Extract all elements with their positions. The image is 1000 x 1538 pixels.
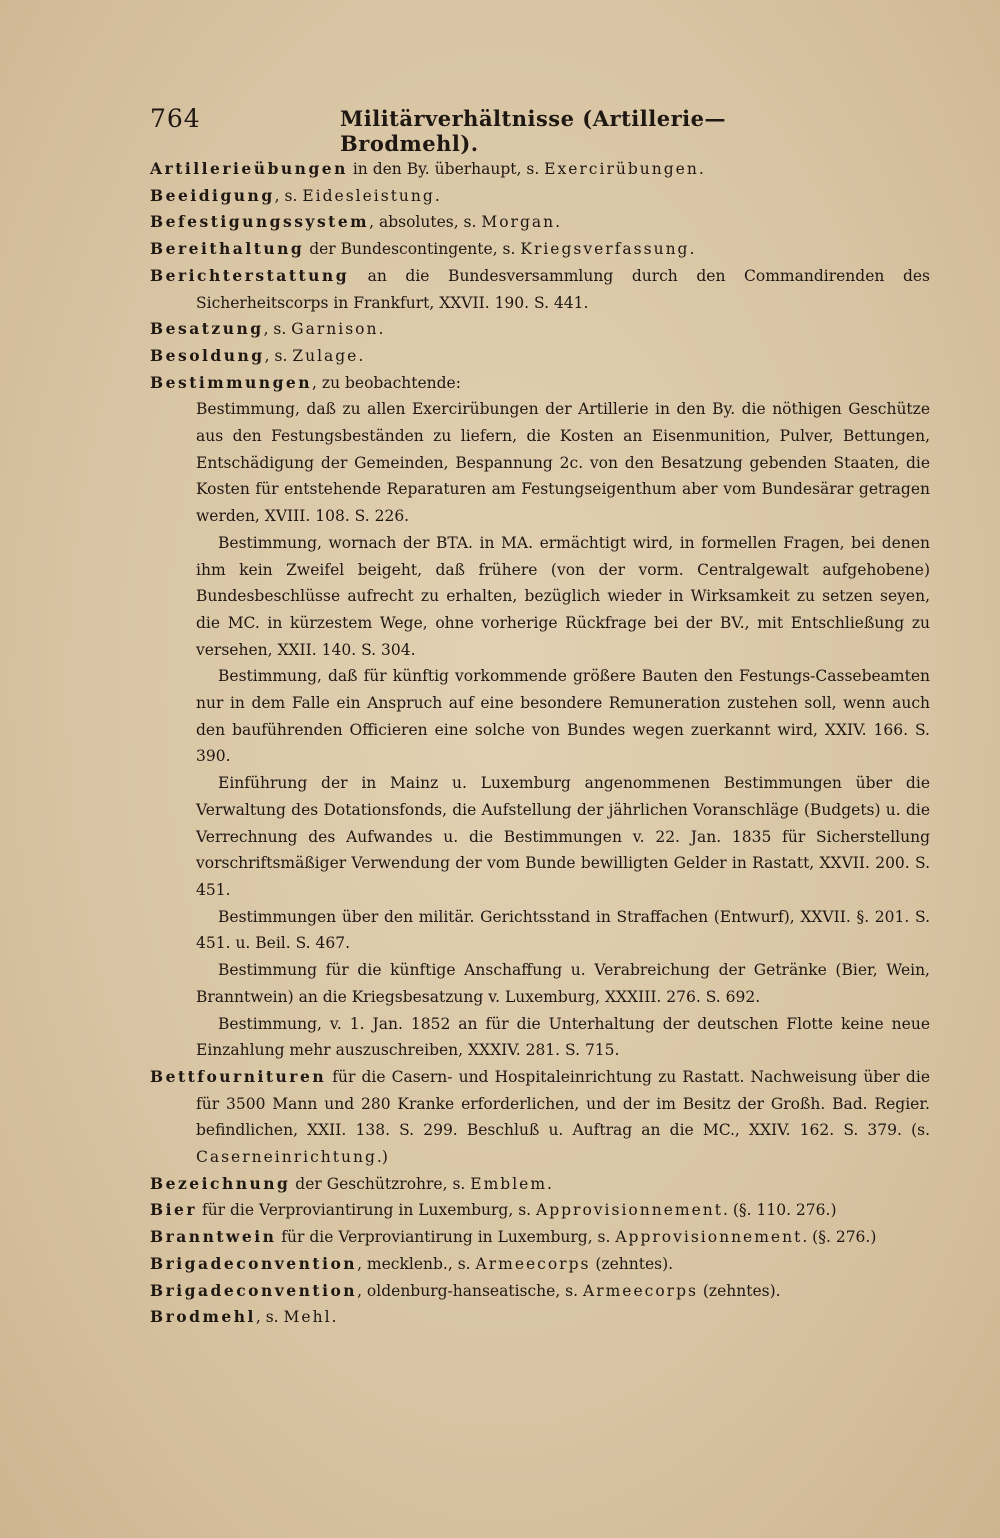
entry-tail: . (434, 186, 440, 205)
entry-reference: Caserneinrichtung (196, 1148, 377, 1167)
index-entry (150, 1197, 930, 1224)
index-entry (150, 209, 930, 236)
sub-entry: Bestimmung, daß zu allen Exercirübungen der Artillerie in den By. die nöthigen Geschütze aus den Festungsbeständen zu liefern, die Kosten an Eisenmunition, Pulver, Bettungen, Entschädigung der Gemeinden, Bespannung 2c. von den Besatzung gebenden Staaten, die Kosten für entstehende Reparaturen am Festungseigenthum aber vom Bundesärar getragen werden, XVIII. 108. S. 226. (196, 400, 930, 526)
sub-entry: Bestimmung, wornach der BTA. in MA. ermächtigt wird, in formellen Fragen, bei denen ihm kein Zweifel beigeht, daß frühere (von der vorm. Centralgewalt aufgehobene) Bundesbeschlüsse aufrecht zu erhalten, bezüglich wieder in Wirksamkeit zu setzen seyen, die MC. in kürzestem Wege, ohne vorherige Rückfrage bei der BV., mit Entschließung zu versehen, XXII. 140. S. 304. (196, 533, 930, 659)
entry-term: Befestigungssystem (150, 212, 370, 232)
entry-term: Besatzung (150, 319, 264, 339)
entry-term: Branntwein (150, 1227, 277, 1247)
entry-text: , s. (263, 320, 292, 339)
page-header (150, 104, 850, 156)
entry-tail: . (555, 213, 561, 232)
index-body (150, 156, 930, 1331)
entry-reference: Armeecorps (475, 1254, 591, 1273)
entry-text: , absolutes, s. (369, 213, 482, 232)
index-entry (150, 1171, 930, 1198)
entry-term: Brigadeconvention (150, 1253, 358, 1273)
entry-text: für die Verproviantirung in Luxemburg, s. (276, 1228, 616, 1247)
entry-tail: . (689, 240, 695, 259)
entry-text: an die Bundesversammlung durch den Commandirenden des Sicherheitscorps in Frankfurt, XXVII. 190. S. 441. (196, 266, 930, 312)
index-entry (150, 1251, 930, 1278)
sub-entry: Bestimmungen über den militär. Gerichtsstand in Straffachen (Entwurf), XXVII. §. 201. S. 451. u. Beil. S. 467. (196, 907, 930, 953)
sub-entry: Bestimmung, v. 1. Jan. 1852 an für die Unterhaltung der deutschen Flotte keine neue Einzahlung mehr auszuschreiben, XXXIV. 281. S. 715. (196, 1014, 930, 1060)
index-entry (150, 236, 930, 263)
entry-text: , oldenburg-hanseatische, s. (357, 1281, 583, 1300)
entry-reference: Kriegsverfassung (520, 240, 690, 259)
entry-tail: . (547, 1174, 552, 1193)
entry-term: Besoldung (150, 345, 265, 365)
entry-tail: . (378, 320, 384, 339)
index-entry (150, 1278, 930, 1305)
entry-text: in den By. überhaupt, s. (347, 160, 545, 178)
index-entry (150, 1224, 930, 1251)
index-entry (150, 1064, 930, 1171)
entry-reference: Zulage (292, 346, 359, 365)
running-head: Militärverhältnisse (Artillerie—Brodmehl). (340, 106, 726, 156)
entry-tail: . (§. 276.) (802, 1228, 877, 1247)
index-entry (150, 370, 930, 397)
entry-text: , mecklenb., s. (357, 1254, 476, 1273)
entry-text: der Geschützrohre, s. (290, 1174, 471, 1193)
entry-term: Brigadeconvention (150, 1280, 358, 1300)
entry-reference: Garnison (291, 320, 379, 339)
entry-text: , s. (264, 346, 293, 365)
page-number: 764 (150, 104, 201, 133)
entry-tail: . (331, 1308, 337, 1327)
index-entry (150, 263, 930, 316)
index-entry (150, 156, 930, 183)
entry-reference: Approvisionnement (536, 1201, 723, 1220)
entry-reference: Approvisionnement (615, 1228, 803, 1247)
entry-reference: Emblem (470, 1174, 548, 1193)
sub-entry: Einführung der in Mainz u. Luxemburg angenommenen Bestimmungen über die Verwaltung des Dotationsfonds, die Aufstellung der jährlichen Voranschläge (Budgets) u. die Verrechnung des Aufwandes u. die Bestimmungen v. 22. Jan. 1835 für Sicherstellung vorschriftsmäßiger Verwendung der vom Bunde bewilligten Gelder in Rastatt, XXVII. 200. S. 451. (196, 774, 930, 899)
sub-entry: Bestimmung für die künftige Anschaffung u. Verabreichung der Getränke (Bier, Wein, Branntwein) an die Kriegsbesatzung v. Luxemburg, XXXIII. 276. S. 692. (196, 961, 930, 1006)
entry-term: Beeidigung (150, 185, 275, 205)
entry-term: Berichterstattung (150, 265, 350, 285)
entry-term: Bettfournituren (150, 1066, 327, 1086)
entry-text: für die Verproviantirung in Luxemburg, s. (197, 1201, 537, 1220)
index-entry (150, 183, 930, 210)
entry-term: Brodmehl (150, 1307, 256, 1327)
entry-tail: (zehntes). (590, 1254, 674, 1273)
entry-reference: Exercirübungen (544, 160, 699, 178)
entry-reference: Mehl (283, 1308, 332, 1327)
entry-text: für die Casern- und Hospitaleinrichtung zu Rastatt. Nachweisung über die für 3500 Mann und 280 Kranke erforderlichen, und der im Besitz der Großh. Bad. Regier. befindlichen, XXII. 138. S. 299. Beschluß u. Auftrag an die MC., XXIV. 162. S. 379. (s. (196, 1067, 930, 1140)
index-entry (150, 316, 930, 343)
entry-reference: Morgan (481, 213, 556, 232)
entry-text: , zu beobachtende: (312, 373, 461, 392)
entry-text: , s. (274, 186, 303, 205)
entry-text: , s. (255, 1308, 284, 1327)
entry-reference: Eidesleistung (302, 186, 435, 205)
entry-text: der Bundescontingente, s. (304, 240, 521, 259)
entry-term: Bereithaltung (150, 239, 305, 259)
entry-tail: . (698, 160, 704, 178)
index-entry (150, 1304, 930, 1331)
entry-term: Bestimmungen (150, 372, 313, 392)
entry-tail: . (§. 110. 276.) (722, 1201, 837, 1220)
entry-tail: (zehntes). (697, 1281, 781, 1300)
entry-tail: .) (376, 1148, 388, 1167)
entry-term: Bezeichnung (150, 1173, 291, 1193)
entry-term: Bier (150, 1200, 198, 1220)
index-entry (150, 343, 930, 370)
entry-reference: Armeecorps (583, 1281, 698, 1300)
entry-term: Artillerieübungen (150, 159, 348, 178)
sub-entry: Bestimmung, daß für künftig vorkommende größere Bauten den Festungs-Cassebeamten nur in dem Falle ein Anspruch auf eine besondere Remuneration zustehen soll, wenn auch den bauführenden Officieren eine solche von Bundes wegen zuerkannt wird, XXIV. 166. S. 390. (196, 667, 930, 766)
entry-tail: . (358, 346, 364, 365)
